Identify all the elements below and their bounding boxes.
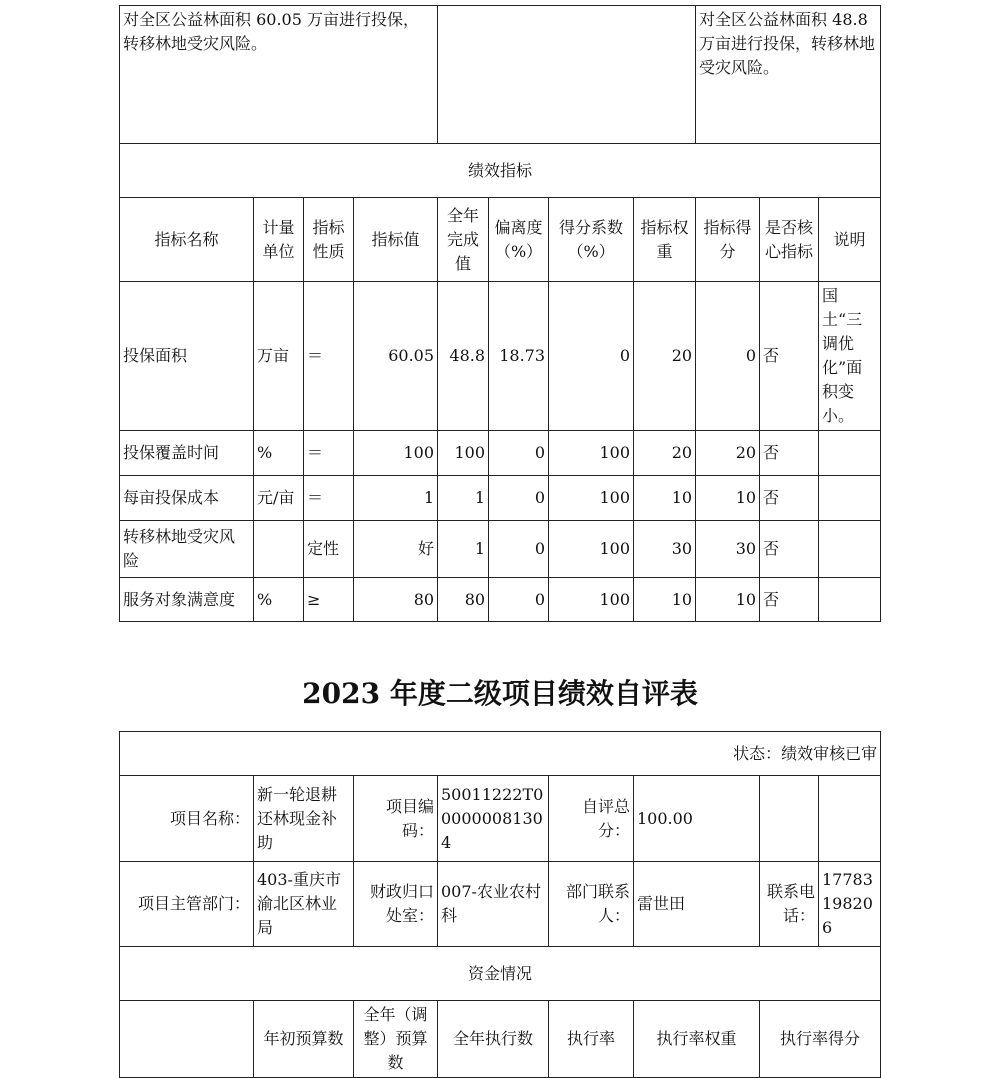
dept-value: 403-重庆市渝北区林业局 [254,862,354,947]
cell: 否 [760,476,819,521]
cell: 0 [696,282,760,431]
col-header: 指标性质 [304,198,354,282]
cell: 100 [354,431,438,476]
cell: ＝ [304,431,354,476]
cell: 1 [438,521,489,578]
cell: 80 [438,578,489,622]
cell: 20 [634,431,696,476]
table-row [120,521,881,578]
fund-header: 年初预算数 [254,1001,354,1078]
col-header: 得分系数（%） [549,198,634,282]
col-header: 说明 [819,198,881,282]
cell: 100 [438,431,489,476]
cell: 10 [634,476,696,521]
col-header: 指标得分 [696,198,760,282]
finance-label: 财政归口处室： [354,862,438,947]
cell: 10 [634,578,696,622]
cell: 100 [549,476,634,521]
project-name: 新一轮退耕还林现金补助 [254,776,354,862]
cell: 转移林地受灾风险 [120,521,254,578]
section-title: 绩效指标 [120,144,881,198]
col-header: 指标权重 [634,198,696,282]
cell: 18.73 [489,282,549,431]
fund-header: 执行率 [549,1001,634,1078]
col-header: 计量单位 [254,198,304,282]
cell: 100 [549,431,634,476]
cell: 0 [549,282,634,431]
page-title: 2023 年度二级项目绩效自评表 [302,677,698,710]
cell: 20 [634,282,696,431]
actual-description: 对全区公益林面积 48.8 万亩进行投保，转移林地受灾风险。 [696,6,881,144]
score-label: 自评总分： [549,776,634,862]
cell [254,521,304,578]
col-header: 指标名称 [120,198,254,282]
cell: 国土“三调优化”面积变小。 [819,282,881,431]
col-header: 偏离度（%） [489,198,549,282]
fund-header: 执行率得分 [760,1001,881,1078]
finance-value: 007-农业农村科 [438,862,549,947]
table-row [120,431,881,476]
dept-label: 项目主管部门： [120,862,254,947]
project-code: 50011222T000000081304 [438,776,549,862]
cell: 服务对象满意度 [120,578,254,622]
cell: 1 [438,476,489,521]
contact-value: 雷世田 [634,862,760,947]
project-code-label: 项目编码： [354,776,438,862]
fund-header: 执行率权重 [634,1001,760,1078]
empty-cell [120,1001,254,1078]
cell: 1 [354,476,438,521]
fund-header: 全年执行数 [438,1001,549,1078]
cell: 否 [760,578,819,622]
phone-value: 17783198206 [819,862,881,947]
cell [819,476,881,521]
cell: 0 [489,578,549,622]
cell: ＝ [304,476,354,521]
empty-cell [760,776,819,862]
cell [819,431,881,476]
cell: 元/亩 [254,476,304,521]
cell: % [254,431,304,476]
cell: 100 [549,521,634,578]
cell: 每亩投保成本 [120,476,254,521]
col-header: 指标值 [354,198,438,282]
col-header: 全年完成值 [438,198,489,282]
cell: 0 [489,431,549,476]
cell [819,521,881,578]
fund-header: 全年（调整）预算数 [354,1001,438,1078]
cell: 否 [760,431,819,476]
status-text: 状态：绩效审核已审 [120,732,881,776]
project-name-label: 项目名称： [120,776,254,862]
cell: 好 [354,521,438,578]
cell: 0 [489,476,549,521]
score-value: 100.00 [634,776,760,862]
phone-label: 联系电话： [760,862,819,947]
cell: 0 [489,521,549,578]
cell: 100 [549,578,634,622]
cell: 60.05 [354,282,438,431]
contact-label: 部门联系人： [549,862,634,947]
cell: 30 [634,521,696,578]
table-row [120,476,881,521]
cell: 20 [696,431,760,476]
cell: 10 [696,476,760,521]
table-row [120,282,881,431]
target-description-mid [438,6,696,144]
cell: 投保覆盖时间 [120,431,254,476]
funds-section-title: 资金情况 [120,947,881,1001]
col-header: 是否核心指标 [760,198,819,282]
cell: % [254,578,304,622]
target-description: 对全区公益林面积 60.05 万亩进行投保，转移林地受灾风险。 [120,6,438,144]
cell: 10 [696,578,760,622]
cell: 否 [760,282,819,431]
performance-table [119,5,881,622]
evaluation-table [119,731,881,1078]
empty-cell [819,776,881,862]
cell: 30 [696,521,760,578]
cell: 否 [760,521,819,578]
cell: 万亩 [254,282,304,431]
cell: ≥ [304,578,354,622]
cell: 48.8 [438,282,489,431]
cell [819,578,881,622]
cell: ＝ [304,282,354,431]
cell: 80 [354,578,438,622]
cell: 定性 [304,521,354,578]
cell: 投保面积 [120,282,254,431]
table-row [120,578,881,622]
